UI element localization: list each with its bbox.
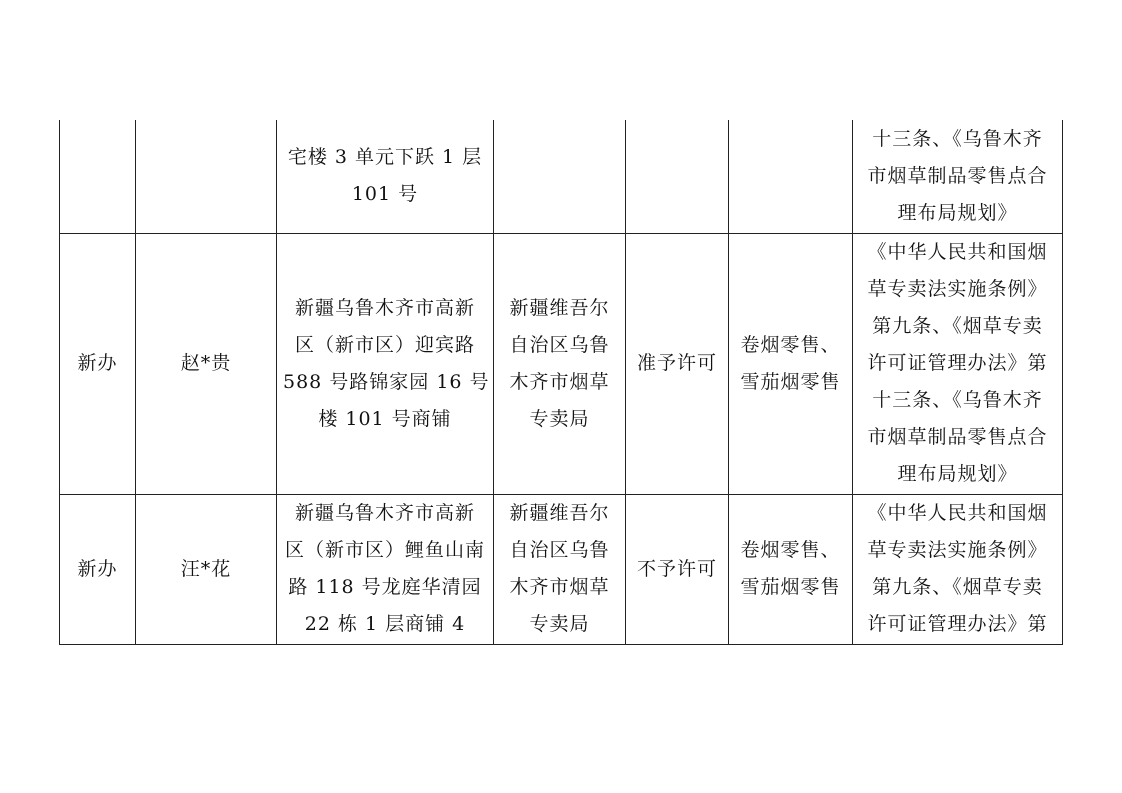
cell-basis — [853, 120, 1063, 233]
cell-line: 市烟草制品零售点合 — [867, 426, 1048, 448]
cell-authority — [494, 233, 626, 494]
cell-address — [277, 233, 494, 494]
table-body — [60, 120, 1063, 644]
cell-line: 许可证管理办法》第 — [867, 352, 1048, 374]
cell-decision-text: 不予许可 — [636, 557, 717, 580]
cell-line: 楼 101 号商铺 — [318, 407, 452, 430]
cell-line: 第九条、《烟草专卖 — [872, 315, 1043, 337]
cell-type-text: 新办 — [77, 557, 118, 580]
cell-scope-text — [729, 327, 852, 401]
cell-line: 新疆维吾尔 — [509, 502, 610, 524]
table-row — [60, 494, 1063, 644]
cell-decision-text: 准予许可 — [636, 352, 717, 374]
cell-decision — [626, 233, 729, 494]
cell-line: 新疆乌鲁木齐市高新 — [294, 296, 475, 319]
table-row — [60, 120, 1063, 233]
cell-line: 木齐市烟草 — [509, 370, 610, 393]
permit-table — [59, 120, 1063, 645]
cell-line: 588 号路锦家园 16 号 — [283, 370, 490, 393]
cell-basis — [853, 494, 1063, 644]
cell-basis — [853, 233, 1063, 494]
cell-line: 雪茄烟零售 — [740, 576, 841, 598]
cell-line: 宅楼 3 单元下跃 1 层 — [287, 146, 483, 169]
cell-address — [277, 120, 494, 233]
cell-address-text — [277, 290, 493, 438]
cell-line: 《中华人民共和国烟 — [867, 241, 1048, 263]
cell-line: 木齐市烟草 — [509, 576, 610, 598]
cell-scope — [729, 233, 853, 494]
table-row — [60, 233, 1063, 494]
cell-decision — [626, 494, 729, 644]
cell-line: 《中华人民共和国烟 — [867, 502, 1048, 524]
cell-line: 自治区乌鲁 — [509, 333, 610, 356]
cell-authority-text — [494, 290, 625, 438]
cell-authority — [494, 120, 626, 233]
cell-line: 区（新市区）鲤鱼山南 — [284, 539, 485, 561]
cell-line: 卷烟零售、 — [740, 333, 841, 356]
cell-basis-text — [853, 121, 1062, 232]
cell-scope — [729, 494, 853, 644]
cell-name-text: 汪*花 — [180, 557, 232, 580]
cell-line: 专卖局 — [529, 613, 590, 635]
cell-line: 新疆乌鲁木齐市高新 — [294, 502, 475, 524]
cell-address-text — [277, 495, 493, 643]
cell-address — [277, 494, 494, 644]
cell-line: 卷烟零售、 — [740, 539, 841, 561]
cell-authority — [494, 494, 626, 644]
cell-line: 第九条、《烟草专卖 — [872, 576, 1043, 598]
cell-line: 理布局规划》 — [897, 201, 1018, 224]
cell-type — [60, 120, 136, 233]
cell-line: 新疆维吾尔 — [509, 296, 610, 319]
cell-name-text: 赵*贵 — [180, 352, 232, 374]
cell-scope-text — [729, 532, 852, 606]
cell-line: 许可证管理办法》第 — [867, 613, 1048, 635]
cell-line: 草专卖法实施条例》 — [867, 278, 1048, 300]
cell-authority-text — [494, 495, 625, 643]
cell-line: 十三条、《乌鲁木齐 — [872, 389, 1043, 411]
cell-line: 草专卖法实施条例》 — [867, 539, 1048, 561]
cell-line: 区（新市区）迎宾路 — [294, 333, 475, 356]
cell-line: 专卖局 — [529, 407, 590, 430]
cell-basis-text — [853, 234, 1062, 493]
cell-type-text: 新办 — [77, 352, 118, 374]
cell-basis-text — [853, 495, 1062, 643]
cell-line: 101 号 — [351, 183, 419, 206]
cell-line: 自治区乌鲁 — [509, 539, 610, 561]
cell-line: 十三条、《乌鲁木齐 — [872, 127, 1043, 150]
cell-name — [136, 120, 277, 233]
cell-type — [60, 233, 136, 494]
cell-type — [60, 494, 136, 644]
cell-line: 路 118 号龙庭华清园 — [288, 576, 482, 598]
cell-line: 22 栋 1 层商铺 4 — [304, 613, 466, 635]
cell-decision — [626, 120, 729, 233]
cell-name — [136, 233, 277, 494]
cell-line: 理布局规划》 — [897, 463, 1018, 485]
cell-scope — [729, 120, 853, 233]
cell-line: 雪茄烟零售 — [740, 370, 841, 393]
cell-line: 市烟草制品零售点合 — [867, 164, 1048, 187]
cell-name — [136, 494, 277, 644]
cell-address-text — [277, 139, 493, 213]
